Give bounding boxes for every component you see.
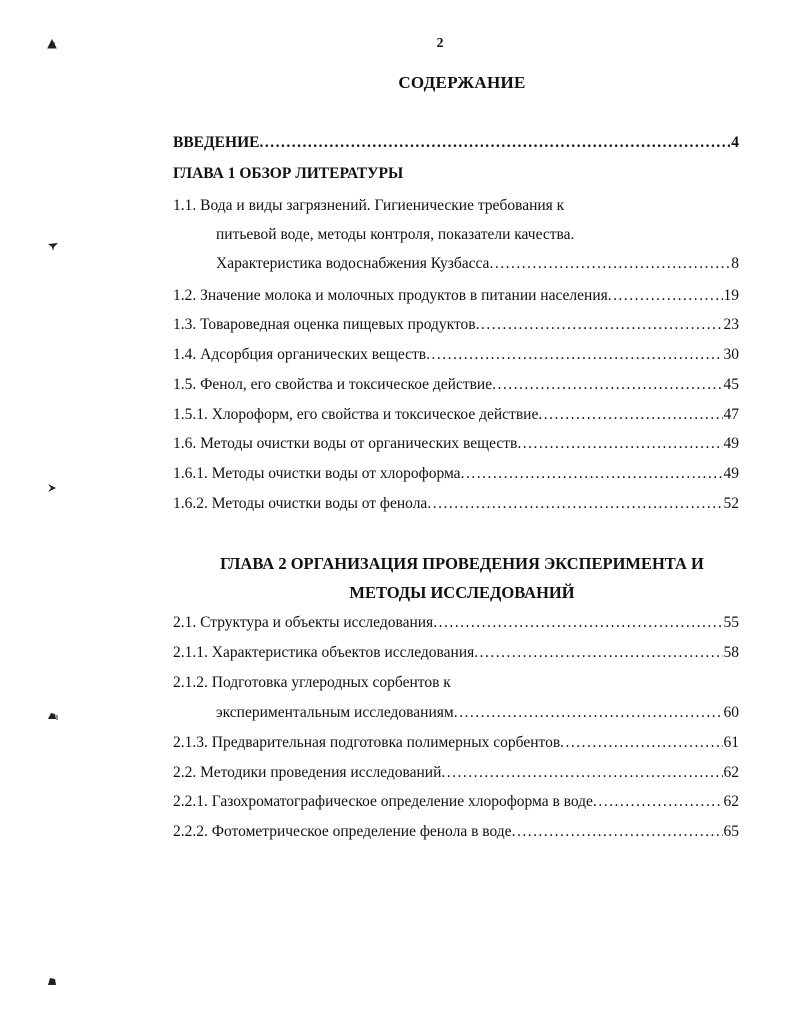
binder-hole-mark-icon: [46, 710, 58, 722]
page-number: 2: [436, 36, 444, 51]
toc-page-number: 4: [731, 134, 739, 151]
toc-entry-2-2[interactable]: [173, 763, 739, 783]
toc-entry-label: 2.1.3. Предварительная подготовка полимерных сорбентов: [173, 734, 561, 751]
toc-entry-1-1-line2: питьевой воде, методы контроля, показатели качества.: [216, 226, 575, 243]
toc-entry-2-1-3[interactable]: [173, 733, 739, 753]
toc-page-number: 49: [723, 465, 739, 482]
toc-page-number: 8: [731, 255, 739, 272]
toc-entry-2-2-1[interactable]: [173, 792, 739, 812]
toc-entry-label: 1.5. Фенол, его свойства и токсическое действие: [173, 376, 493, 393]
toc-entry-label: 2.2.1. Газохроматографическое определение хлороформа в воде: [173, 793, 593, 810]
toc-page-number: 60: [723, 704, 739, 721]
leader-dots: [461, 464, 723, 484]
toc-page-number: 45: [723, 376, 739, 393]
toc-entry-1-1-line1: 1.1. Вода и виды загрязнений. Гигиенические требования к: [173, 197, 565, 214]
toc-entry-2-1-1[interactable]: [173, 643, 739, 663]
toc-entry-2-1-2-line1: 2.1.2. Подготовка углеродных сорбентов к: [173, 674, 451, 691]
toc-entry-label: 1.4. Адсорбция органических веществ: [173, 346, 427, 363]
toc-page-number: 47: [723, 406, 739, 423]
toc-entry-2-1-2[interactable]: [216, 703, 739, 723]
toc-entry-label: 2.2. Методики проведения исследований: [173, 764, 442, 781]
chapter-2-heading-line2: МЕТОДЫ ИССЛЕДОВАНИЙ: [349, 583, 575, 602]
toc-page-number: 30: [723, 346, 739, 363]
toc-entry-label: 2.1. Структура и объекты исследования: [173, 614, 434, 631]
toc-entry-label: 2.2.2. Фотометрическое определение фенола в воде: [173, 823, 512, 840]
toc-page-number: 65: [723, 823, 739, 840]
leader-dots: [427, 494, 722, 514]
toc-entry-label: 1.3. Товароведная оценка пищевых продуктов: [173, 316, 476, 333]
leader-dots: [608, 286, 723, 306]
toc-entry-intro[interactable]: [173, 133, 739, 153]
toc-entry-label: 1.5.1. Хлороформ, его свойства и токсическое действие: [173, 406, 539, 423]
toc-entry-2-2-2[interactable]: [173, 822, 739, 842]
toc-entry-1-6-2[interactable]: [173, 494, 739, 514]
toc-entry-1-4[interactable]: [173, 345, 739, 365]
toc-entry-1-6-1[interactable]: [173, 464, 739, 484]
toc-entry-1-5[interactable]: [173, 375, 739, 395]
leader-dots: [492, 375, 722, 395]
chapter-2-heading-line1: ГЛАВА 2 ОРГАНИЗАЦИЯ ПРОВЕДЕНИЯ ЭКСПЕРИМЕНТА И: [220, 554, 704, 573]
page-title: СОДЕРЖАНИЕ: [398, 73, 526, 92]
leader-dots: [489, 254, 730, 274]
toc-page-number: 62: [723, 793, 739, 810]
chapter-1-heading: ГЛАВА 1 ОБЗОР ЛИТЕРАТУРЫ: [173, 165, 404, 182]
toc-entry-label: 1.6.2. Методы очистки воды от фенола: [173, 495, 428, 512]
toc-entry-label: 1.6.1. Методы очистки воды от хлороформа: [173, 465, 461, 482]
leader-dots: [517, 434, 722, 454]
toc-entry-1-2[interactable]: [173, 286, 739, 306]
toc-entry-1-1[interactable]: [216, 254, 739, 274]
leader-dots: [441, 763, 722, 783]
binder-hole-mark-icon: [46, 38, 58, 50]
toc-entry-label: 2.1.1. Характеристика объектов исследования: [173, 644, 475, 661]
toc-entry-label: 1.6. Методы очистки воды от органических веществ: [173, 435, 518, 452]
toc-entry-label: экспериментальным исследованиям: [216, 704, 454, 721]
toc-page-number: 19: [723, 287, 739, 304]
toc-entry-label: ВВЕДЕНИЕ: [173, 134, 260, 151]
toc-entry-2-1[interactable]: [173, 613, 739, 633]
leader-dots: [476, 315, 723, 335]
binder-hole-mark-icon: [46, 482, 58, 494]
toc-page-number: 23: [723, 316, 739, 333]
toc-page-number: 58: [723, 644, 739, 661]
toc-page-number: 52: [723, 495, 739, 512]
leader-dots: [474, 643, 722, 663]
toc-page-number: 61: [723, 734, 739, 751]
leader-dots: [512, 822, 723, 842]
leader-dots: [593, 792, 723, 812]
toc-entry-1-3[interactable]: [173, 315, 739, 335]
binder-hole-mark-icon: [46, 975, 58, 987]
toc-page-number: 62: [723, 764, 739, 781]
toc-entry-label: Характеристика водоснабжения Кузбасса: [216, 255, 490, 272]
toc-page-number: 49: [723, 435, 739, 452]
leader-dots: [538, 405, 722, 425]
leader-dots: [433, 613, 722, 633]
binder-hole-mark-icon: [47, 240, 59, 252]
leader-dots: [259, 133, 730, 153]
toc-entry-label: 1.2. Значение молока и молочных продуктов в питании населения: [173, 287, 608, 304]
toc-entry-1-6[interactable]: [173, 434, 739, 454]
toc-page-number: 55: [723, 614, 739, 631]
leader-dots: [560, 733, 722, 753]
leader-dots: [426, 345, 722, 365]
leader-dots: [454, 703, 723, 723]
toc-entry-1-5-1[interactable]: [173, 405, 739, 425]
